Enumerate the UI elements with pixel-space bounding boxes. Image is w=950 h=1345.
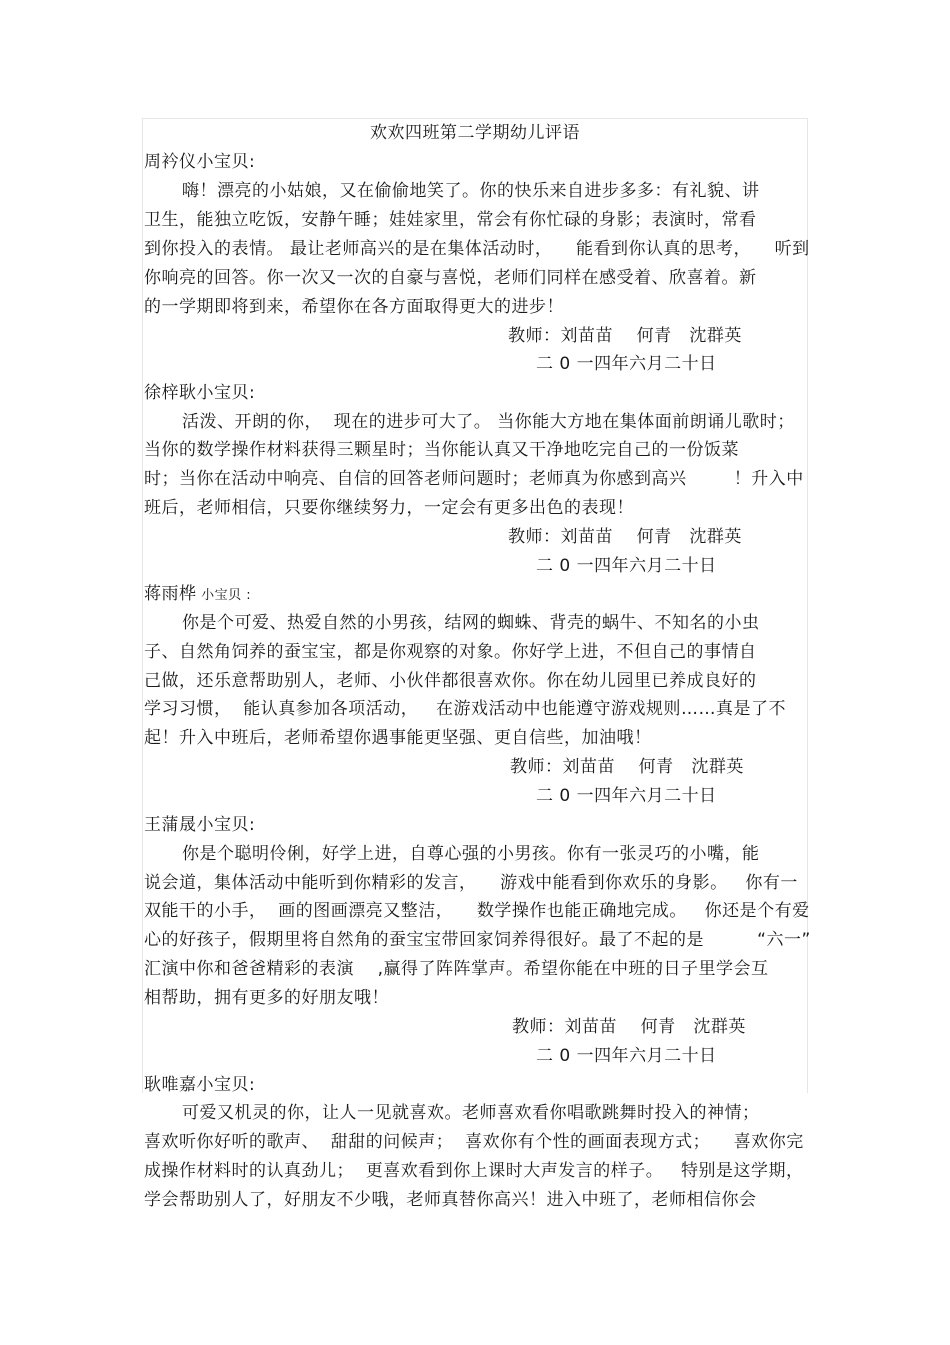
teacher-signature: 教师：刘苗苗 何青 沈群英 [508,326,742,346]
entry-line: 你是个聪明伶俐，好学上进，自尊心强的小男孩。你有一张灵巧的小嘴，能 [182,844,760,864]
signature-date: 二 0 一四年六月二十日 [536,556,717,576]
teacher-signature: 教师：刘苗苗 何青 沈群英 [508,527,742,547]
entry-line: 当你的数学操作材料获得三颗星时；当你能认真又干净地吃完自己的一份饭菜 [144,440,739,460]
entry-line: 双能干的小手， 画的图画漂亮又整洁， 数学操作也能正确地完成。 你还是个有爱 [144,901,810,921]
entry-line: 汇演中你和爸爸精彩的表演 ,赢得了阵阵掌声。希望你能在中班的日子里学会互 [144,959,769,979]
entry-line: 喜欢听你好听的歌声、 甜甜的问候声； 喜欢你有个性的画面表现方式； 喜欢你完 [144,1132,804,1152]
entry-line: 你响亮的回答。你一次又一次的自豪与喜悦，老师们同样在感受着、欣喜着。新 [144,268,757,288]
entry-name: 周衿仪小宝贝: [144,152,256,172]
document-title: 欢欢四班第二学期幼儿评语 [370,123,580,143]
entry-line: 学习习惯， 能认真参加各项活动， 在游戏活动中也能遵守游戏规则……真是了不 [144,699,787,719]
entry-line: 你是个可爱、热爱自然的小男孩，结网的蜘蛛、背壳的蜗牛、不知名的小虫 [182,613,760,633]
entry-line: 成操作材料时的认真劲儿； 更喜欢看到你上课时大声发言的样子。 特别是这学期， [144,1161,804,1181]
teacher-signature: 教师：刘苗苗 何青 沈群英 [510,757,744,777]
entry-line: 起！升入中班后，老师希望你遇事能更坚强、更自信些，加油哦！ [144,728,652,748]
signature-date: 二 0 一四年六月二十日 [536,354,717,374]
entry-line: 相帮助，拥有更多的好朋友哦！ [144,988,389,1008]
frame-left-line [142,118,143,1093]
entry-line: 可爱又机灵的你，让人一见就喜欢。老师喜欢看你唱歌跳舞时投入的神情； [182,1103,760,1123]
teacher-signature: 教师：刘苗苗 何青 沈群英 [512,1017,746,1037]
entry-line: 心的好孩子，假期里将自然角的蚕宝宝带回家饲养得很好。最了不起的是 “六一” [144,930,811,950]
entry-name: 耿唯嘉小宝贝: [144,1075,256,1095]
entry-line: 到你投入的表情。 最让老师高兴的是在集体活动时， 能看到你认真的思考， 听到 [144,239,810,259]
frame-top-line [142,118,808,119]
entry-name-main: 蒋雨桦 [144,584,197,604]
entry-name [144,583,251,607]
entry-line: 活泼、开朗的你， 现在的进步可大了。 当你能大方地在集体面前朗诵儿歌时； [182,412,795,432]
signature-date: 二 0 一四年六月二十日 [536,1046,717,1066]
entry-line: 卫生，能独立吃饭，安静午睡；娃娃家里，常会有你忙碌的身影；表演时，常看 [144,210,757,230]
entry-line: 说会道，集体活动中能听到你精彩的发言， 游戏中能看到你欢乐的身影。 你有一 [144,873,798,893]
entry-line: 己做，还乐意帮助别人，老师、小伙伴都很喜欢你。你在幼儿园里已养成良好的 [144,671,757,691]
entry-name-suffix: 小宝贝 : [196,588,252,603]
entry-line: 学会帮助别人了，好朋友不少哦，老师真替你高兴！进入中班了，老师相信你会 [144,1190,757,1210]
entry-line: 时；当你在活动中响亮、自信的回答老师问题时；老师真为你感到高兴 ！升入中 [144,469,804,489]
entry-line: 班后，老师相信，只要你继续努力，一定会有更多出色的表现！ [144,498,634,518]
entry-line: 子、自然角饲养的蚕宝宝，都是你观察的对象。你好学上进，不但自己的事情自 [144,642,757,662]
entry-name: 王蒲晟小宝贝: [144,815,256,835]
signature-date: 二 0 一四年六月二十日 [536,786,717,806]
entry-line: 的一学期即将到来，希望你在各方面取得更大的进步！ [144,297,564,317]
entry-name: 徐梓耿小宝贝: [144,383,256,403]
entry-line: 嗨！漂亮的小姑娘，又在偷偷地笑了。你的快乐来自进步多多：有礼貌、讲 [182,181,760,201]
